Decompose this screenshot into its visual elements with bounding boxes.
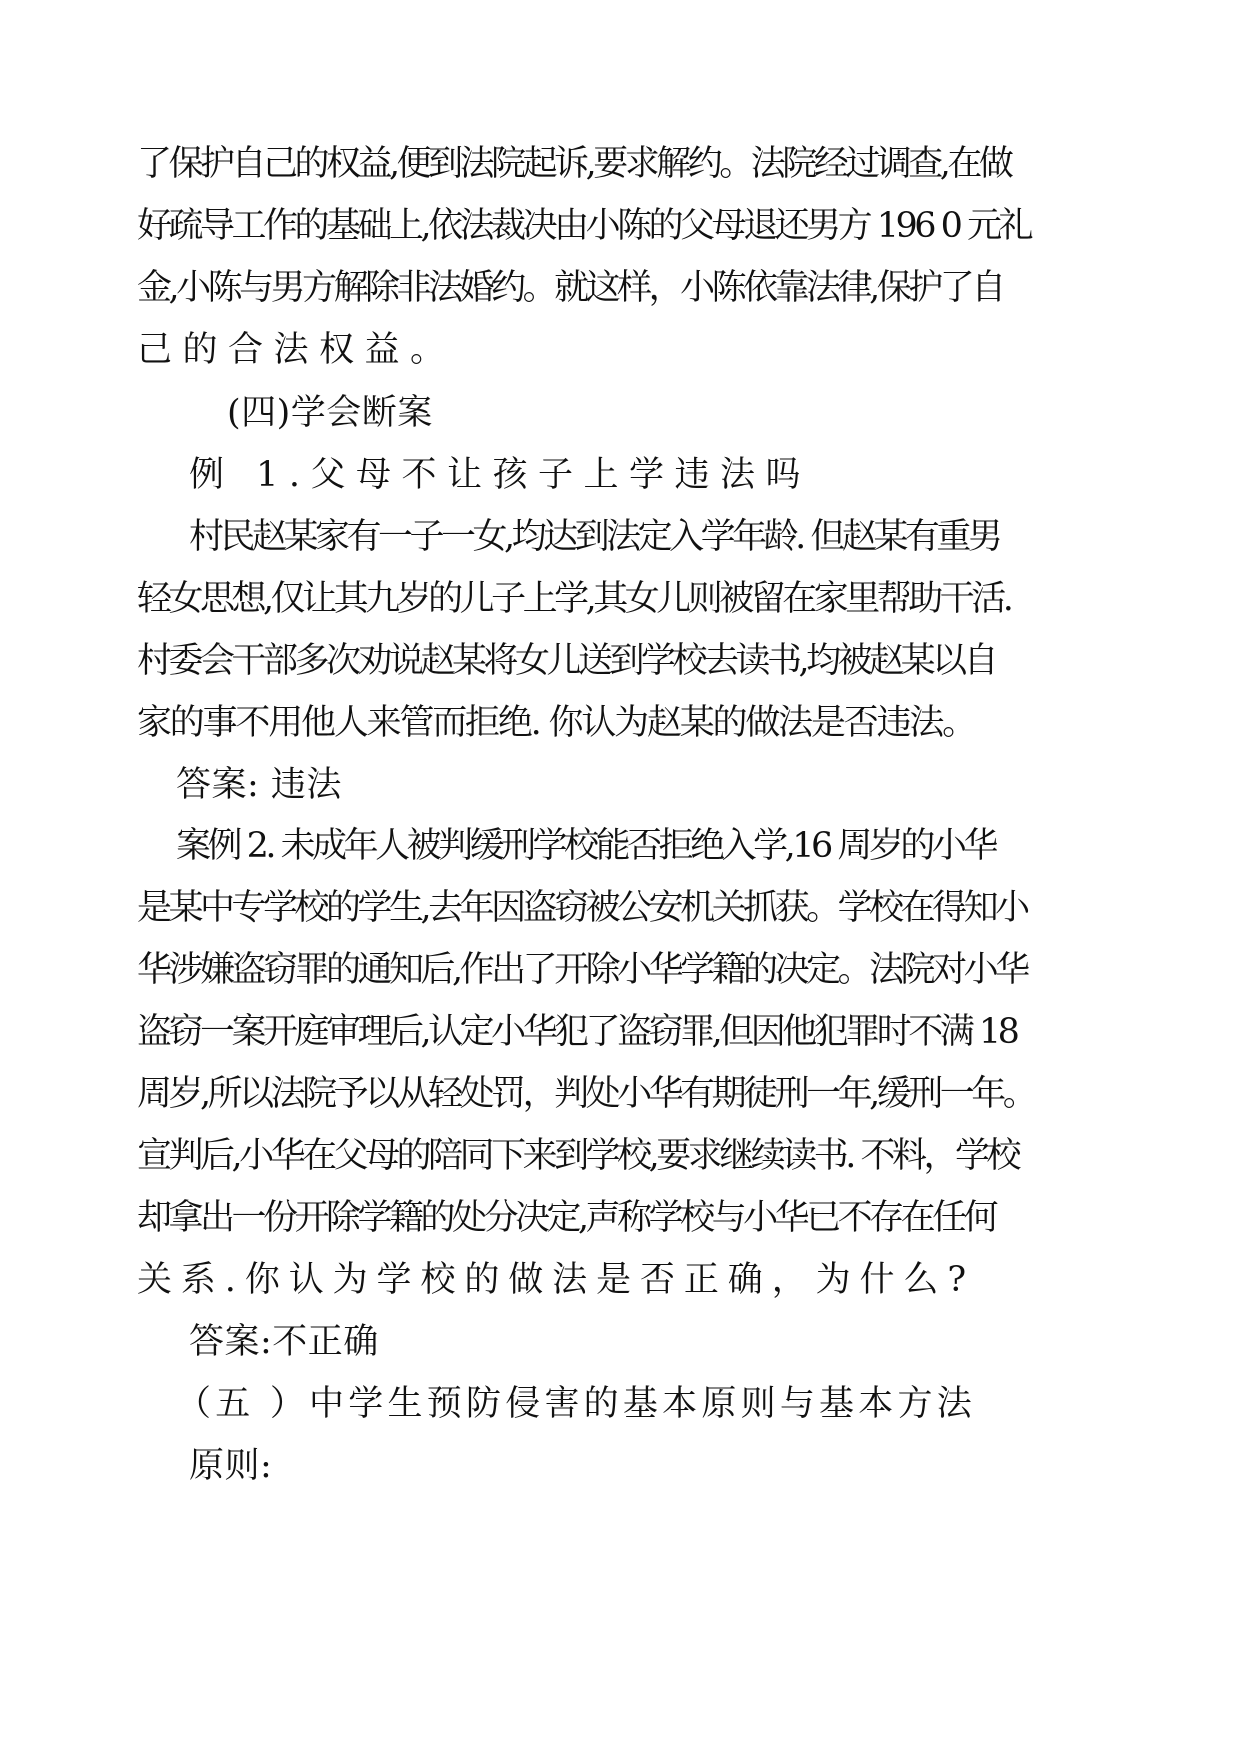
body-text-line: 轻女思想,仅让其九岁的儿子上学,其女儿则被留在家里帮助干活. bbox=[137, 579, 1011, 619]
section-heading: (四)学会断案 bbox=[227, 393, 433, 433]
body-text-line: 村委会干部多次劝说赵某将女儿送到学校去读书,均被赵某以自 bbox=[137, 641, 996, 681]
body-text-line: 己的合法权益。 bbox=[137, 330, 456, 370]
body-text-line: 是某中专学校的学生,去年因盗窃被公安机关抓获。学校在得知小 bbox=[137, 888, 1027, 928]
example-title: 例 1.父母不让孩子上学违法吗 bbox=[189, 455, 812, 495]
body-text-line: 却拿出一份开除学籍的处分决定,声称学校与小华已不存在任何 bbox=[137, 1198, 996, 1238]
body-text-line: 周岁,所以法院予以从轻处罚，判处小华有期徒刑一年,缓刑一年。 bbox=[137, 1074, 1035, 1114]
section-heading: （五 ）中学生预防侵害的基本原则与基本方法 bbox=[176, 1384, 976, 1424]
case-title-line: 案例 2. 未成年人被判缓刑学校能否拒绝入学,16 周岁的小华 bbox=[176, 826, 995, 866]
body-text-line: 了保护自己的权益,便到法院起诉,要求解约。法院经过调查,在做 bbox=[137, 144, 1011, 184]
body-text-line: 华涉嫌盗窃罪的通知后,作出了开除小华学籍的决定。法院对小华 bbox=[137, 950, 1027, 990]
body-text-line: 家的事不用他人来管而拒绝. 你认为赵某的做法是否违法。 bbox=[137, 703, 975, 743]
principle-label: 原则: bbox=[189, 1446, 273, 1486]
answer-line: 答案: 违法 bbox=[176, 765, 342, 805]
body-text-line: 宣判后,小华在父母的陪同下来到学校,要求继续读书. 不料，学校 bbox=[137, 1136, 1019, 1176]
body-text-line: 关系.你认为学校的做法是否正确，为什么? bbox=[137, 1260, 975, 1300]
body-text-line: 村民赵某家有一子一女,均达到法定入学年龄. 但赵某有重男 bbox=[189, 517, 1000, 557]
answer-line: 答案:不正确 bbox=[189, 1322, 379, 1362]
body-text-line: 盗窃一案开庭审理后,认定小华犯了盗窃罪,但因他犯罪时不满 18 bbox=[137, 1012, 1017, 1052]
body-text-line: 好疏导工作的基础上,依法裁决由小陈的父母退还男方 196 0 元礼 bbox=[137, 206, 1031, 246]
body-text-line: 金,小陈与男方解除非法婚约。就这样，小陈依靠法律,保护了自 bbox=[137, 268, 1003, 308]
